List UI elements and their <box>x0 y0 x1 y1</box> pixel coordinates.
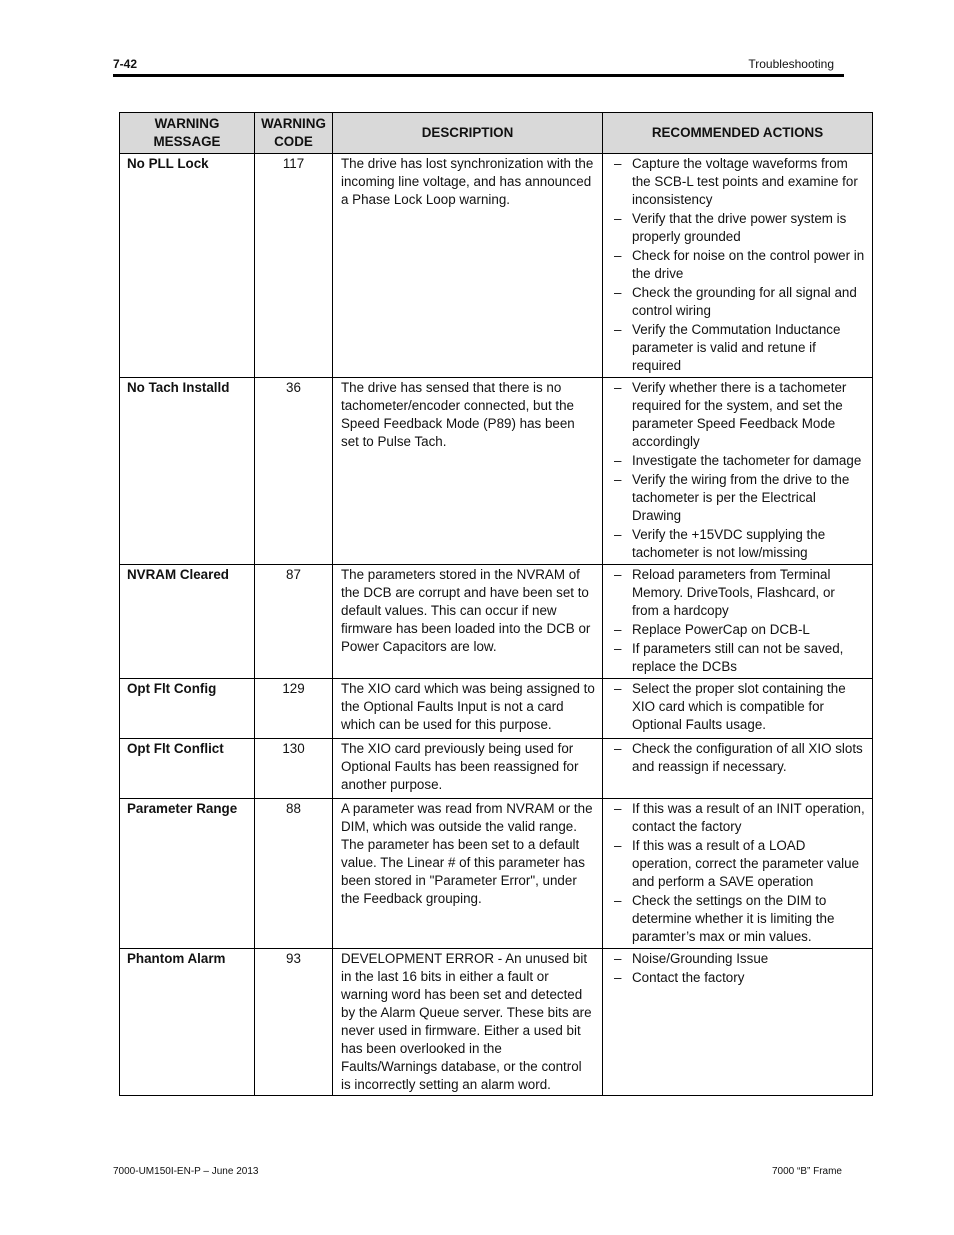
warning-message-cell: Opt Flt Conflict <box>120 739 255 799</box>
page-header <box>113 56 844 77</box>
dash-bullet-icon: – <box>614 567 622 582</box>
warning-code-cell: 36 <box>255 378 333 565</box>
action-text: Verify the wiring from the drive to the tachometer is per the Electrical Drawing <box>632 472 850 523</box>
actions-list <box>610 680 865 734</box>
action-text: Verify the Commutation Inductance parameter is valid and retune if required <box>632 322 841 373</box>
warning-message-cell: NVRAM Cleared <box>120 565 255 679</box>
dash-bullet-icon: – <box>614 970 622 985</box>
dash-bullet-icon: – <box>614 641 622 656</box>
table-row <box>120 378 873 565</box>
column-header-label: RECOMMENDED ACTIONS <box>651 125 824 140</box>
list-item <box>610 969 865 987</box>
action-text: Verify whether there is a tachometer required for the system, and set the parameter Speed Feedback Mode accordingly <box>632 380 847 449</box>
list-item <box>610 379 865 451</box>
column-header-label: WARNING <box>154 116 220 131</box>
action-text: Select the proper slot containing the XIO card which is compatible for Optional Faults usage. <box>632 681 846 732</box>
description-cell: The drive has lost synchronization with the incoming line voltage, and has announced a Phase Lock Loop warning. <box>333 154 603 378</box>
description-cell: The XIO card previously being used for Optional Faults has been reassigned for another purpose. <box>333 739 603 799</box>
table-row <box>120 679 873 739</box>
column-header-label: WARNING <box>261 116 326 131</box>
list-item <box>610 740 865 776</box>
list-item <box>610 950 865 968</box>
action-text: Verify the +15VDC supplying the tachometer is not low/missing <box>632 527 826 560</box>
description-cell: The XIO card which was being assigned to the Optional Faults Input is not a card which can be used for this purpose. <box>333 679 603 739</box>
actions-list <box>610 800 865 946</box>
table-row <box>120 799 873 949</box>
warnings-table <box>119 112 873 1096</box>
recommended-actions-cell <box>603 949 873 1096</box>
warning-code-cell: 117 <box>255 154 333 378</box>
actions-list <box>610 740 865 776</box>
dash-bullet-icon: – <box>614 893 622 908</box>
warning-code-cell: 88 <box>255 799 333 949</box>
action-text: Replace PowerCap on DCB-L <box>632 622 810 637</box>
column-header-label: DESCRIPTION <box>421 125 514 140</box>
list-item <box>610 680 865 734</box>
action-text: Noise/Grounding Issue <box>632 951 769 966</box>
dash-bullet-icon: – <box>614 741 622 756</box>
column-header-label: MESSAGE <box>153 134 221 149</box>
recommended-actions-cell <box>603 378 873 565</box>
action-text: Contact the factory <box>632 970 745 985</box>
column-header-description <box>333 113 603 154</box>
recommended-actions-cell <box>603 679 873 739</box>
page-number: 7-42 <box>113 57 138 71</box>
action-text: If this was a result of a LOAD operation, correct the parameter value and perform a SAVE operation <box>632 838 860 889</box>
list-item <box>610 640 865 676</box>
actions-list <box>610 950 865 987</box>
description-cell: DEVELOPMENT ERROR - An unused bit in the last 16 bits in either a fault or warning word has been set and detected by the Alarm Queue server. These bits are never used in firmware. Either a used bit has been overlooked in the Faults/Warnings database, or the control is incorrectly setting an alarm word. <box>333 949 603 1096</box>
list-item <box>610 892 865 946</box>
warning-message-cell: No Tach Installd <box>120 378 255 565</box>
warning-message-cell: Parameter Range <box>120 799 255 949</box>
warning-code-cell: 93 <box>255 949 333 1096</box>
action-text: Verify that the drive power system is properly grounded <box>632 211 847 244</box>
list-item <box>610 621 865 639</box>
dash-bullet-icon: – <box>614 285 622 300</box>
action-text: Check the configuration of all XIO slots and reassign if necessary. <box>632 741 863 774</box>
column-header-recommended-actions <box>603 113 873 154</box>
dash-bullet-icon: – <box>614 681 622 696</box>
table-row <box>120 565 873 679</box>
section-title: Troubleshooting <box>748 57 834 71</box>
action-text: Check the grounding for all signal and control wiring <box>632 285 857 318</box>
action-text: Check for noise on the control power in the drive <box>632 248 865 281</box>
column-header-warning-code <box>255 113 333 154</box>
list-item <box>610 452 865 470</box>
actions-list <box>610 379 865 562</box>
action-text: If parameters still can not be saved, replace the DCBs <box>632 641 844 674</box>
list-item <box>610 566 865 620</box>
list-item <box>610 321 865 375</box>
list-item <box>610 284 865 320</box>
dash-bullet-icon: – <box>614 951 622 966</box>
warning-message-cell: Phantom Alarm <box>120 949 255 1096</box>
action-text: Reload parameters from Terminal Memory. DriveTools, Flashcard, or from a hardcopy <box>632 567 835 618</box>
action-text: Check the settings on the DIM to determine whether it is limiting the paramter’s max or min values. <box>632 893 835 944</box>
warning-code-cell: 130 <box>255 739 333 799</box>
recommended-actions-cell <box>603 739 873 799</box>
actions-list <box>610 155 865 375</box>
dash-bullet-icon: – <box>614 472 622 487</box>
description-cell: The parameters stored in the NVRAM of the DCB are corrupt and have been set to default values. This can occur if new firmware has been loaded into the DCB or Power Capacitors are low. <box>333 565 603 679</box>
dash-bullet-icon: – <box>614 801 622 816</box>
table-row <box>120 949 873 1096</box>
dash-bullet-icon: – <box>614 380 622 395</box>
warning-code-cell: 87 <box>255 565 333 679</box>
list-item <box>610 471 865 525</box>
dash-bullet-icon: – <box>614 453 622 468</box>
recommended-actions-cell <box>603 154 873 378</box>
column-header-label: CODE <box>274 134 313 149</box>
dash-bullet-icon: – <box>614 622 622 637</box>
list-item <box>610 210 865 246</box>
recommended-actions-cell <box>603 799 873 949</box>
warning-message-cell: No PLL Lock <box>120 154 255 378</box>
dash-bullet-icon: – <box>614 527 622 542</box>
actions-list <box>610 566 865 676</box>
document-id: 7000-UM150I-EN-P – June 2013 <box>113 1166 259 1177</box>
list-item <box>610 837 865 891</box>
list-item <box>610 155 865 209</box>
column-header-warning-message <box>120 113 255 154</box>
recommended-actions-cell <box>603 565 873 679</box>
table-row <box>120 154 873 378</box>
warning-code-cell: 129 <box>255 679 333 739</box>
list-item <box>610 800 865 836</box>
list-item <box>610 247 865 283</box>
dash-bullet-icon: – <box>614 838 622 853</box>
description-cell: A parameter was read from NVRAM or the DIM, which was outside the valid range. The parameter has been set to a default value. The Linear # of this parameter has been stored in "Parameter Error", under the Feedback grouping. <box>333 799 603 949</box>
dash-bullet-icon: – <box>614 156 622 171</box>
table-body <box>120 154 873 1096</box>
action-text: If this was a result of an INIT operation, contact the factory <box>632 801 865 834</box>
action-text: Capture the voltage waveforms from the SCB-L test points and examine for inconsistency <box>632 156 858 207</box>
action-text: Investigate the tachometer for damage <box>632 453 862 468</box>
list-item <box>610 526 865 562</box>
dash-bullet-icon: – <box>614 211 622 226</box>
product-name: 7000 “B” Frame <box>771 1166 842 1177</box>
dash-bullet-icon: – <box>614 322 622 337</box>
dash-bullet-icon: – <box>614 248 622 263</box>
warning-message-cell: Opt Flt Config <box>120 679 255 739</box>
table-header-row <box>120 113 873 154</box>
description-cell: The drive has sensed that there is no tachometer/encoder connected, but the Speed Feedback Mode (P89) has been set to Pulse Tach. <box>333 378 603 565</box>
table-row <box>120 739 873 799</box>
